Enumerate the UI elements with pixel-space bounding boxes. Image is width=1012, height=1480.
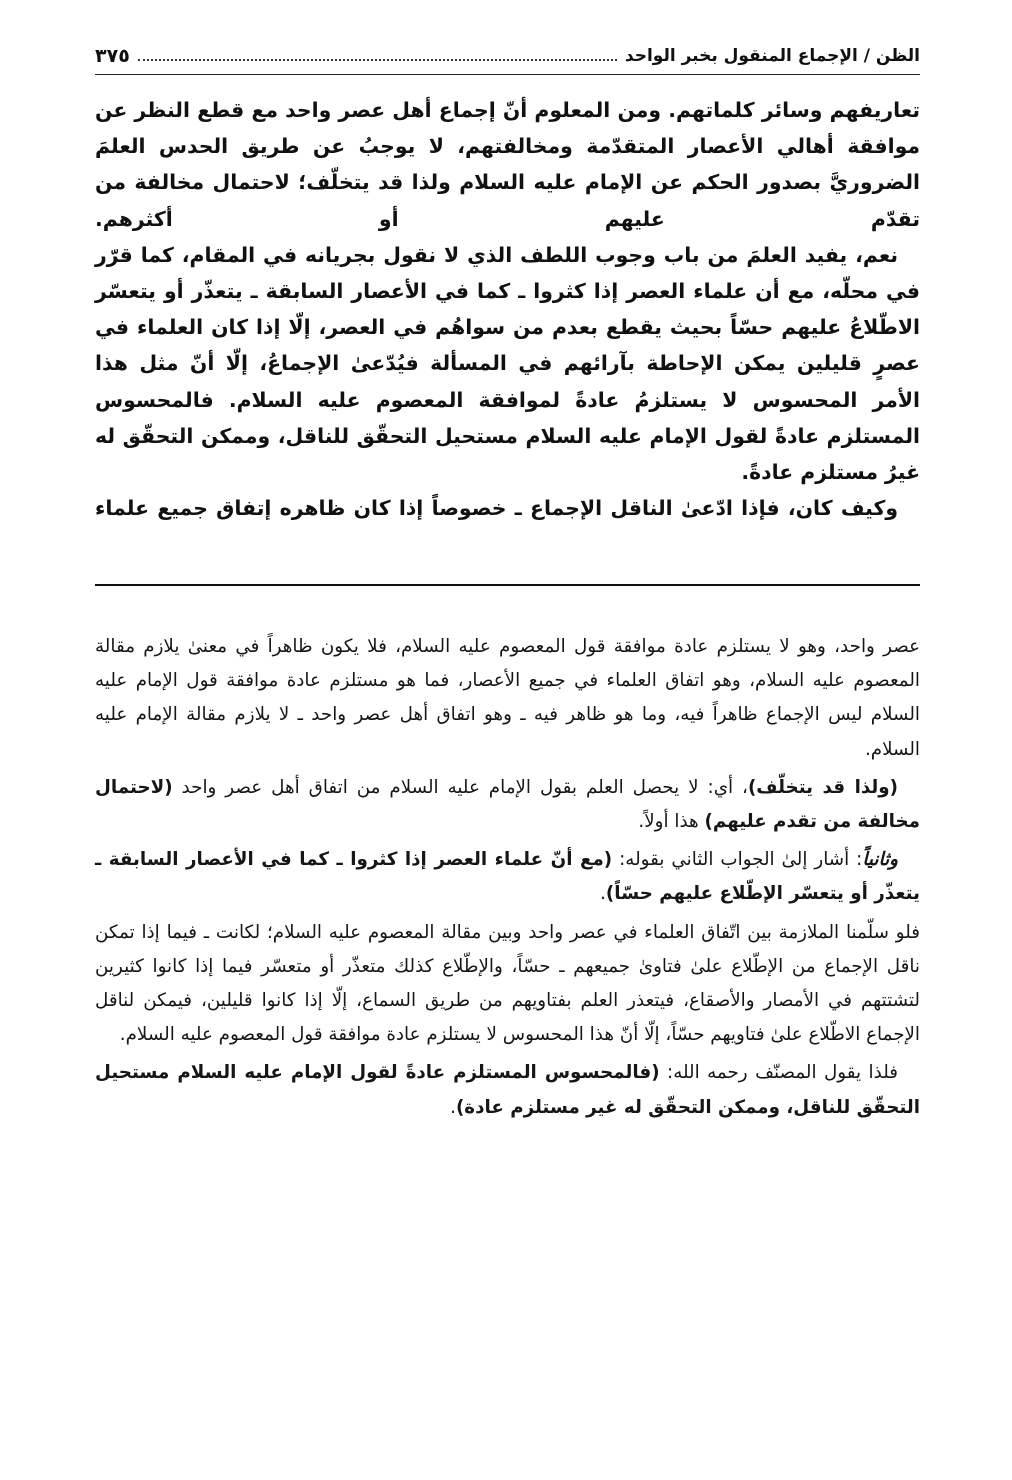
quoted-phrase: (لاحتمال مخالفة من تقدم عليهم) bbox=[95, 776, 920, 833]
quoted-phrase: (فالمحسوس المستلزم عادةً لقول الإمام عليه السلام مستحيل التحقّق للناقل، وممكن التحقّق له غير مستلزم عادة) bbox=[95, 1062, 920, 1118]
header-title: الظن / الإجماع المنقول بخبر الواحد bbox=[624, 46, 920, 66]
commentary-text: : أشار إلىٰ الجواب الثاني بقوله: bbox=[612, 849, 863, 871]
main-paragraph-3: وكيف كان، فإذا ادّعىٰ الناقل الإجماع ـ خصوصاً إذا كان ظاهره إتفاق جميع علماء bbox=[95, 496, 898, 521]
commentary-text: . bbox=[450, 1096, 456, 1118]
main-paragraph-2: نعم، يفيد العلمَ من باب وجوب اللطف الذي لا نقول بجريانه في المقام، كما قرّر في محلّه، مع أن علماء العصر إذا كثروا ـ كما في الأعصار السابقة ـ يتعذّر أو يتعسّر الاطّلاعُ عليهم حسّاً بحيث يقطع بعدم من سواهُم في العصر، إلّا إذا كان العلماء في عصرٍ قليلين يمكن الإحاطة بآرائهم في المسألة فيُدّعىٰ الإجماعُ، إلّا أنّ مثل هذا الأمر المحسوس لا يستلزمُ عادةً لموافقة المعصوم عليه السلام. فالمحسوس المستلزم عادةً لقول الإمام عليه السلام مستحيل التحقّق للناقل، وممكن التحقّق له غيرُ مستلزم عادةً. bbox=[95, 242, 920, 485]
quoted-phrase: (ولذا قد يتخلّف) bbox=[747, 776, 899, 798]
commentary-paragraph-3 bbox=[95, 843, 920, 911]
main-paragraph-1: تعاريفهم وسائر كلماتهم. ومن المعلوم أنّ إجماع أهل عصر واحد مع قطع النظر عن موافقة أهالي الأعصار المتقدّمة ومخالفتهم، لا يوجبُ عن طريق الحدس العلمَ الضروريَّ بصدور الحكم عن الإمام عليه السلام ولذا قد يتخلّف؛ لاحتمال مخالفة من تقدّم عليهم أو أكثرهم. bbox=[95, 98, 920, 231]
commentary-text: . bbox=[600, 883, 606, 905]
footnote-separator-rule bbox=[95, 584, 920, 586]
commentary-text: ، أي: لا يحصل العلم بقول الإمام عليه السلام من اتفاق أهل عصر واحد bbox=[172, 776, 748, 798]
commentary-paragraph-4: فلو سلّمنا الملازمة بين اتّفاق العلماء في عصر واحد وبين مقالة المعصوم عليه السلام؛ لكانت ـ فيما إذا تمكن ناقل الإجماع من الإطّلاع علىٰ فتاوىٰ جميعهم ـ حسّاً، والإطّلاع كذلك متعذّر أو متعسّر فيما إذا كانوا كثيرين لتشتتهم في الأمصار والأصقاع، فيتعذر العلم بفتاويهم من طريق السماع، إلّا إذا كانوا قليلين، فيمكن لناقل الإجماع الاطّلاع علىٰ فتاويهم حسّاً، إلّا أنّ هذا المحسوس لا يستلزم عادة موافقة قول المعصوم عليه السلام. bbox=[95, 921, 920, 1046]
commentary-paragraph-5 bbox=[95, 1056, 920, 1124]
commentary-block bbox=[95, 630, 920, 1125]
running-header bbox=[95, 38, 920, 75]
commentary-paragraph-1: عصر واحد، وهو لا يستلزم عادة موافقة قول المعصوم عليه السلام، فلا يكون ظاهراً في معنىٰ يلازم مقالة المعصوم عليه السلام، وهو اتفاق العلماء في جميع الأعصار، فما هو مستلزم عادة موافقة قول الإمام عليه السلام ليس الإجماع ظاهراً فيه، وما هو ظاهر فيه ـ وهو اتفاق أهل عصر واحد ـ لا يلازم مقالة الإمام عليه السلام. bbox=[95, 636, 920, 760]
commentary-text: هذا أولاً. bbox=[638, 811, 705, 833]
main-text-block bbox=[95, 92, 920, 526]
page-number: ٣٧٥ bbox=[95, 45, 130, 67]
commentary-paragraph-2 bbox=[95, 771, 920, 839]
header-leader-dots bbox=[138, 59, 617, 61]
commentary-text: فلذا يقول المصنّف رحمه الله: bbox=[659, 1062, 898, 1084]
secondly-marker: وثانياً bbox=[862, 849, 898, 871]
quoted-phrase: (مع أنّ علماء العصر إذا كثروا ـ كما في الأعصار السابقة ـ يتعذّر أو يتعسّر الإطّلاع عليهم حسّاً) bbox=[95, 849, 920, 905]
